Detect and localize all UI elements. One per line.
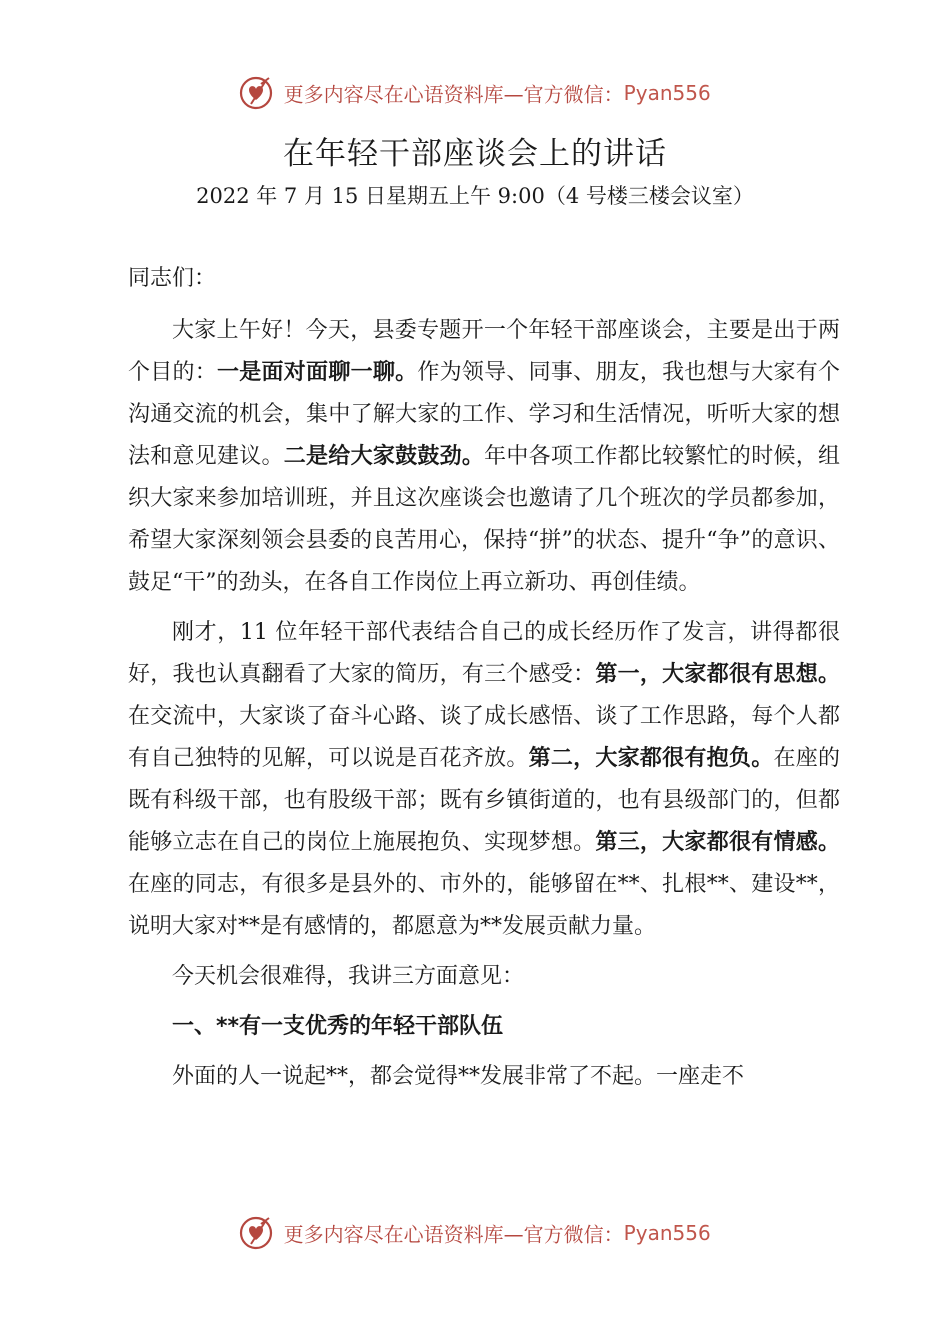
watermark-text: 更多内容尽在心语资料库—官方微信： bbox=[283, 1222, 624, 1247]
p1-text-1: 大家上午好！今天，县委专题开一个年轻干部座谈会，主要是出于两个目的： bbox=[128, 318, 840, 385]
header-watermark bbox=[0, 76, 950, 110]
p2-text-1: 刚才，11 位年轻干部代表结合自己的成长经历作了发言，讲得都很好，我也认真翻看了大家的简历，有三个感受： bbox=[128, 620, 840, 687]
p1-bold-1: 一是面对面聊一聊。 bbox=[217, 360, 418, 385]
p2-text-2: 在交流中，大家谈了奋斗心路、谈了成长感悟、谈了工作思路，每个人都有自己独特的见解，可以说是百花齐放。 bbox=[128, 704, 840, 771]
p2-bold-1: 第一，大家都很有思想。 bbox=[595, 662, 840, 687]
p1-text-2: 作为领导、同事、朋友，我也想与大家有个沟通交流的机会，集中了解大家的工作、学习和生活情况，听听大家的想法和意见建议。 bbox=[128, 360, 840, 469]
watermark-wechat-id: Pyan556 bbox=[623, 81, 711, 105]
section-heading-1: 一、**有一支优秀的年轻干部队伍 bbox=[172, 1014, 504, 1039]
footer-watermark bbox=[0, 1216, 950, 1250]
p2-text-4: 在座的同志，有很多是县外的、市外的，能够留在**、扎根**、建设**，说明大家对**是有感情的，都愿意为**发展贡献力量。 bbox=[128, 872, 840, 939]
p1-bold-2: 二是给大家鼓鼓劲。 bbox=[283, 444, 485, 469]
document-subtitle: 2022 年 7 月 15 日星期五上午 9:00（4 号楼三楼会议室） bbox=[196, 184, 754, 208]
watermark-wechat-id: Pyan556 bbox=[623, 1221, 711, 1245]
paragraph-2 bbox=[128, 612, 840, 948]
document-body bbox=[128, 258, 840, 1106]
paragraph-4: 外面的人一说起**，都会觉得**发展非常了不起。一座走不 bbox=[172, 1064, 745, 1089]
heart-quill-logo-icon bbox=[239, 76, 273, 110]
salutation: 同志们： bbox=[128, 266, 217, 291]
p2-bold-3: 第三，大家都很有情感。 bbox=[595, 830, 840, 855]
watermark-text: 更多内容尽在心语资料库—官方微信： bbox=[283, 82, 624, 107]
p2-bold-2: 第二，大家都很有抱负。 bbox=[528, 746, 774, 771]
document-title: 在年轻干部座谈会上的讲话 bbox=[283, 136, 667, 172]
paragraph-3: 今天机会很难得，我讲三方面意见： bbox=[172, 964, 525, 989]
heart-quill-logo-icon bbox=[239, 1216, 273, 1250]
paragraph-1 bbox=[128, 310, 840, 604]
p1-text-3: 年中各项工作都比较繁忙的时候，组织大家来参加培训班，并且这次座谈会也邀请了几个班次的学员都参加，希望大家深刻领会县委的良苦用心，保持“拼”的状态、提升“争”的意识、鼓足“干”的劲头，在各自工作岗位上再立新功、再创佳绩。 bbox=[128, 444, 840, 595]
p2-text-3: 在座的既有科级干部，也有股级干部；既有乡镇街道的，也有县级部门的，但都能够立志在自己的岗位上施展抱负、实现梦想。 bbox=[128, 746, 840, 855]
